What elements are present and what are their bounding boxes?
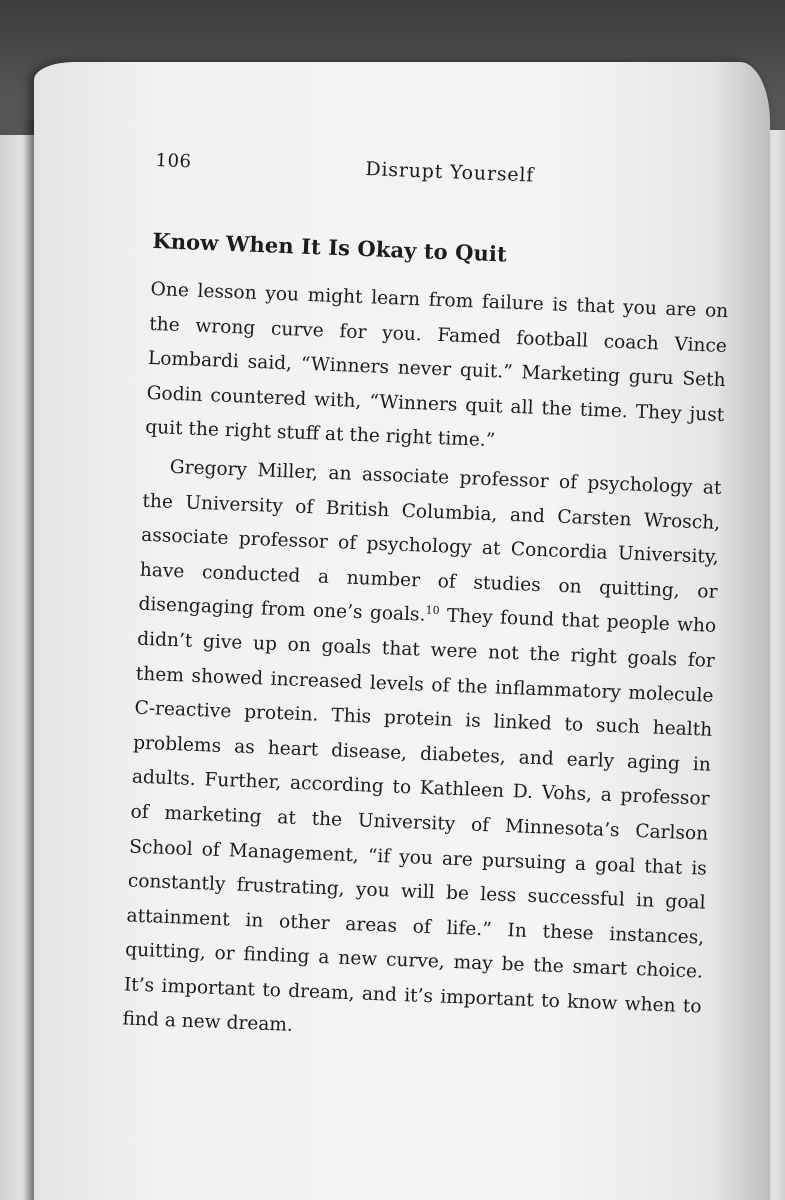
book-title: Disrupt Yourself xyxy=(365,158,535,187)
paragraph-2 xyxy=(122,450,722,1060)
paragraph-2-text-after-note: They found that people who didn’t give up on goals that were not the right goals for them showed increased levels of the inflammatory molecule C-reactive protein. This protein is linked to such health problems as heart disease, diabetes, and early aging in adults. Further, according to Kathleen D. Vohs, a professor of marketing at the University of Minnesota’s Carlson School of Management, “if you are pursuing a goal that is constantly frustrating, you will be less successful in goal attainment in other areas of life.” In these instances, quitting, or finding a new curve, may be the smart choice. It’s important to dream, and it’s important to know when to find a new dream. xyxy=(122,605,717,1037)
section-heading: Know When It Is Okay to Quit xyxy=(152,227,508,267)
page-number: 106 xyxy=(155,150,192,173)
paragraph-1: One lesson you might learn from failure is that you are on the wrong curve for you. Famed football coach Vince Lombardi said, “Winners never quit.” Marketing guru Seth Godin countered with, “Winners quit all the time. They just quit the right stuff at the right time.” xyxy=(144,278,729,452)
page-text-block xyxy=(117,150,734,1191)
endnote-reference: 10 xyxy=(425,603,440,618)
paragraph-2-text-before-note: Gregory Miller, an associate professor of psychology at the University of British Columbia, and Carsten Wrosch, associate professor of psychology at Concordia University, have conducted a number of studies on quitting, or disengaging from one’s goals. xyxy=(138,456,722,627)
